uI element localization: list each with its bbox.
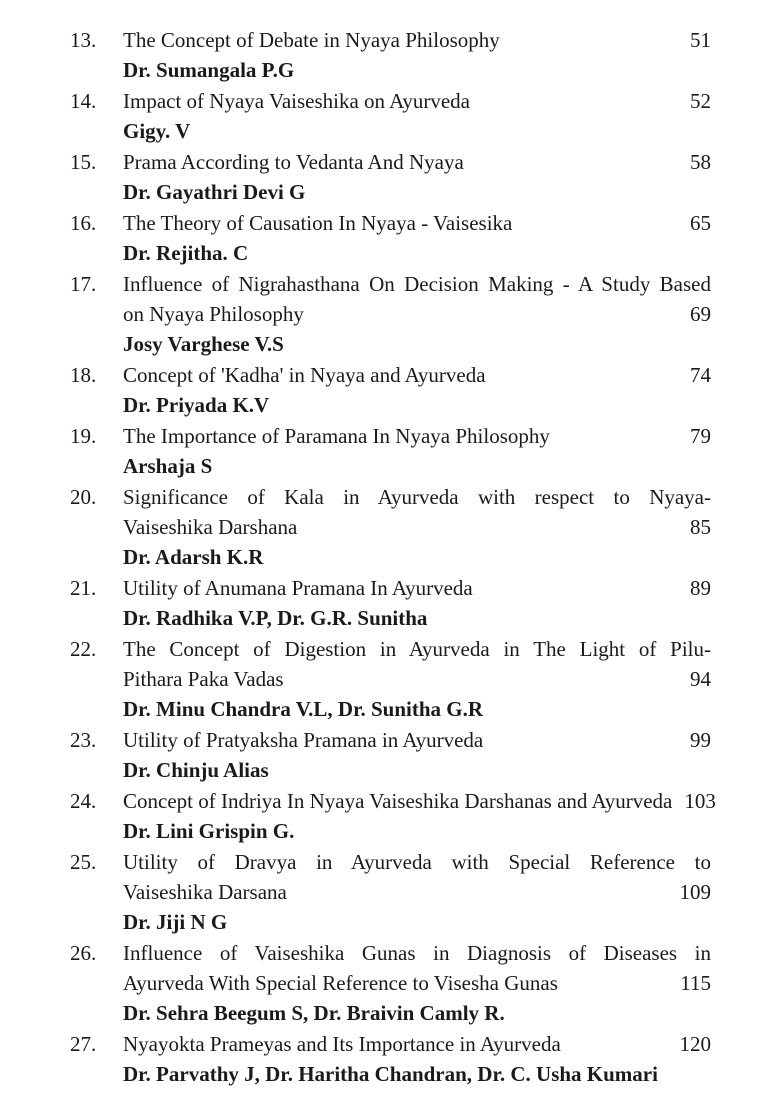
entry-number: 20.: [70, 485, 97, 509]
entry-title-line: [123, 664, 711, 694]
entry-author: Dr. Adarsh K.R: [123, 545, 264, 569]
toc-entry: [0, 1029, 780, 1090]
entry-number: 27.: [70, 1032, 97, 1056]
entry-author: Dr. Chinju Alias: [123, 758, 269, 782]
entry-author: Dr. Sehra Beegum S, Dr. Braivin Camly R.: [123, 1001, 505, 1025]
entry-title-text: on Nyaya Philosophy: [123, 302, 304, 326]
entry-title-line: [123, 512, 711, 542]
entry-title-text: Vaiseshika Darshana: [123, 515, 298, 539]
entry-title: [123, 725, 711, 755]
entry-title-line: Utility of Dravya in Ayurveda with Special Reference to: [123, 850, 711, 874]
toc-entry: [0, 269, 780, 360]
entry-title-text: Utility of Pratyaksha Pramana in Ayurveda: [123, 728, 484, 752]
toc-entry: [0, 786, 780, 847]
toc-entry: [0, 360, 780, 421]
entry-number: 26.: [70, 941, 97, 965]
entry-author: Dr. Lini Grispin G.: [123, 819, 295, 843]
toc-entry: [0, 573, 780, 634]
entry-author: Dr. Gayathri Devi G: [123, 180, 306, 204]
entry-page-number: 58: [690, 150, 711, 174]
entry-title-line: [123, 877, 711, 907]
entry-title: [123, 482, 711, 542]
entry-page-number: 120: [679, 1032, 711, 1056]
entry-author: Dr. Rejitha. C: [123, 241, 249, 265]
entry-author: Arshaja S: [123, 454, 213, 478]
entry-title: [123, 208, 711, 238]
entry-title: [123, 634, 711, 694]
entry-number: 25.: [70, 850, 97, 874]
toc-entry: [0, 938, 780, 1029]
entry-title-line: [123, 421, 711, 451]
entry-author: Dr. Radhika V.P, Dr. G.R. Sunitha: [123, 606, 428, 630]
entry-title-text: Prama According to Vedanta And Nyaya: [123, 150, 464, 174]
entry-title-line: [123, 86, 711, 116]
toc-entry: [0, 421, 780, 482]
entry-number: 21.: [70, 576, 97, 600]
entry-title-line: [123, 786, 716, 816]
entry-title-line: [123, 968, 711, 998]
entry-page-number: 94: [690, 667, 711, 691]
entry-page-number: 89: [690, 576, 711, 600]
entry-author: Dr. Parvathy J, Dr. Haritha Chandran, Dr. C. Usha Kumari: [123, 1062, 658, 1086]
entry-page-number: 103: [684, 789, 716, 813]
entry-author: Josy Varghese V.S: [123, 332, 284, 356]
toc-entry: [0, 634, 780, 725]
entry-number: 23.: [70, 728, 97, 752]
entry-number: 24.: [70, 789, 97, 813]
entry-number: 22.: [70, 637, 97, 661]
entry-title-text: The Theory of Causation In Nyaya - Vaisesika: [123, 211, 513, 235]
entry-title: [123, 86, 711, 116]
entry-number: 14.: [70, 89, 97, 113]
entry-author: Dr. Priyada K.V: [123, 393, 270, 417]
entry-page-number: 79: [690, 424, 711, 448]
entry-title: [123, 25, 711, 55]
entry-number: 18.: [70, 363, 97, 387]
entry-title-line: Significance of Kala in Ayurveda with respect to Nyaya-: [123, 485, 711, 509]
entry-number: 16.: [70, 211, 97, 235]
entry-title: [123, 1029, 711, 1059]
entry-title-line: [123, 147, 711, 177]
toc-entry: [0, 86, 780, 147]
entry-author: Gigy. V: [123, 119, 191, 143]
entry-title-text: The Importance of Paramana In Nyaya Philosophy: [123, 424, 550, 448]
entry-title-line: [123, 25, 711, 55]
table-of-contents: [0, 25, 780, 1090]
entry-page-number: 74: [690, 363, 711, 387]
toc-entry: [0, 25, 780, 86]
entry-page-number: 51: [690, 28, 711, 52]
entry-number: 17.: [70, 272, 97, 296]
entry-title: [123, 360, 711, 390]
entry-title-text: The Concept of Debate in Nyaya Philosophy: [123, 28, 500, 52]
entry-number: 19.: [70, 424, 97, 448]
toc-entry: [0, 482, 780, 573]
entry-title-text: Concept of Indriya In Nyaya Vaiseshika Darshanas and Ayurveda: [123, 789, 673, 813]
entry-number: 13.: [70, 28, 97, 52]
entry-author: Dr. Sumangala P.G: [123, 58, 295, 82]
entry-title-line: [123, 573, 711, 603]
entry-author: Dr. Minu Chandra V.L, Dr. Sunitha G.R: [123, 697, 484, 721]
entry-page-number: 65: [690, 211, 711, 235]
entry-page-number: 99: [690, 728, 711, 752]
entry-title: [123, 421, 711, 451]
entry-title-text: Concept of 'Kadha' in Nyaya and Ayurveda: [123, 363, 486, 387]
entry-title-line: [123, 725, 711, 755]
entry-title-text: Pithara Paka Vadas: [123, 667, 284, 691]
entry-page-number: 52: [690, 89, 711, 113]
entry-title: [123, 147, 711, 177]
toc-entry: [0, 208, 780, 269]
entry-author: Dr. Jiji N G: [123, 910, 228, 934]
entry-number: 15.: [70, 150, 97, 174]
entry-title-text: Utility of Anumana Pramana In Ayurveda: [123, 576, 473, 600]
entry-title-line: [123, 299, 711, 329]
entry-title: [123, 938, 711, 998]
entry-title-line: Influence of Nigrahasthana On Decision Making - A Study Based: [123, 272, 711, 296]
entry-title-line: [123, 208, 711, 238]
entry-title: [123, 269, 711, 329]
entry-title: [123, 573, 711, 603]
toc-entry: [0, 847, 780, 938]
entry-title-line: Influence of Vaiseshika Gunas in Diagnosis of Diseases in: [123, 941, 711, 965]
entry-title-text: Nyayokta Prameyas and Its Importance in Ayurveda: [123, 1032, 561, 1056]
entry-title-line: The Concept of Digestion in Ayurveda in The Light of Pilu-: [123, 637, 711, 661]
entry-page-number: 85: [690, 515, 711, 539]
toc-entry: [0, 147, 780, 208]
entry-title: [123, 786, 716, 816]
entry-title-line: [123, 360, 711, 390]
entry-title: [123, 847, 711, 907]
toc-entry: [0, 725, 780, 786]
entry-page-number: 115: [680, 971, 711, 995]
entry-title-line: [123, 1029, 711, 1059]
entry-title-text: Impact of Nyaya Vaiseshika on Ayurveda: [123, 89, 471, 113]
entry-title-text: Ayurveda With Special Reference to Visesha Gunas: [123, 971, 558, 995]
entry-title-text: Vaiseshika Darsana: [123, 880, 287, 904]
entry-page-number: 69: [690, 302, 711, 326]
entry-page-number: 109: [679, 880, 711, 904]
